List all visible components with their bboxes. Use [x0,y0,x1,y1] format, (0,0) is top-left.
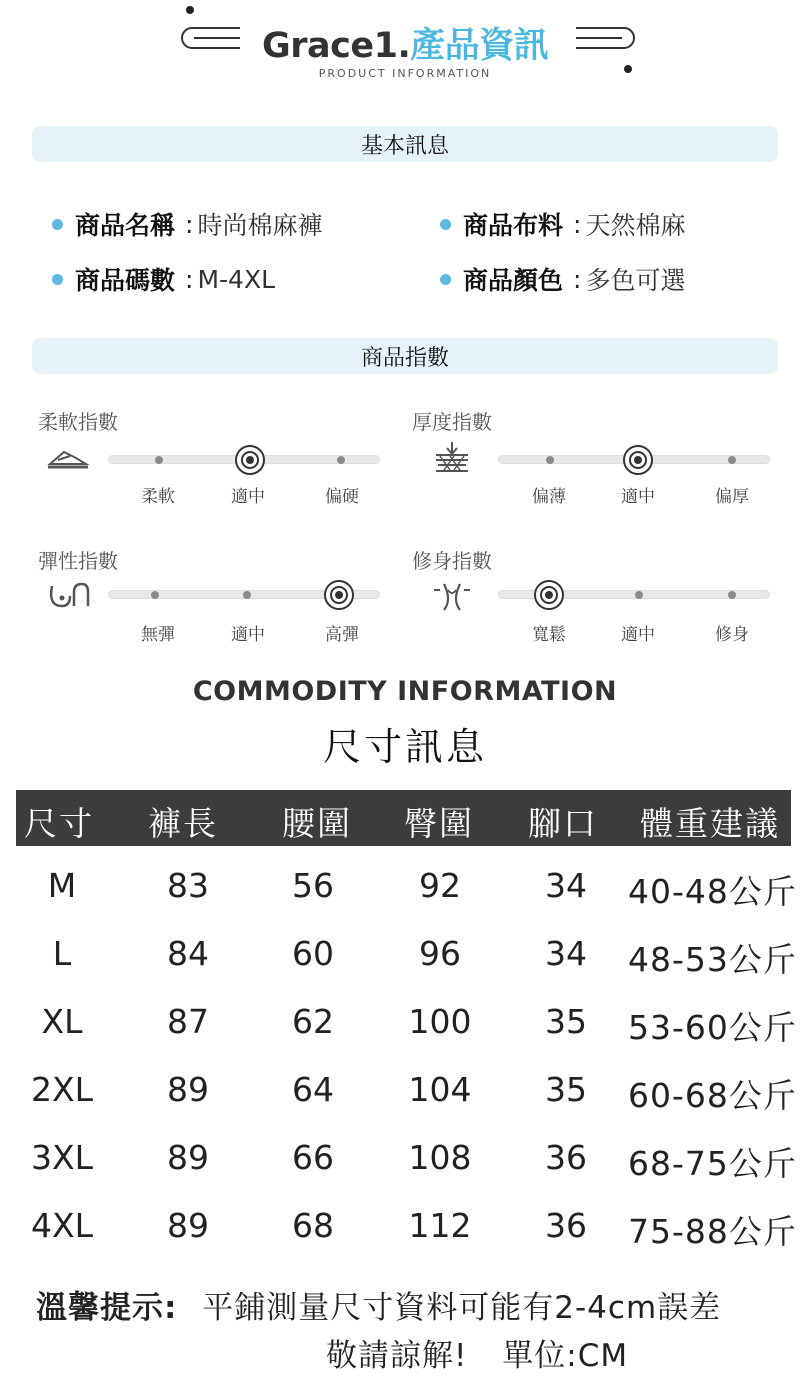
product-index-heading: 商品指數 [32,338,778,374]
table-cell: 84 [167,934,209,973]
table-cell-size: XL [41,1002,83,1041]
header-deco-right [572,26,636,50]
table-cell-size: 3XL [31,1138,93,1177]
page-title-en: Grace1. [262,26,411,66]
table-cell: 36 [545,1138,587,1177]
table-cell: 83 [167,866,209,905]
table-cell: 34 [545,866,587,905]
table-header-cell: 體重建議 [640,804,780,843]
table-cell: 35 [545,1002,587,1041]
table-cell: 35 [545,1070,587,1109]
table-cell: 112 [408,1206,472,1245]
scale-label: 修身 [715,625,749,645]
header-deco-dot [186,6,194,14]
elasticity-index-title: 彈性指數 [38,549,118,573]
track-dot [337,456,345,464]
table-cell: 34 [545,934,587,973]
bullet-dot [52,219,63,230]
table-cell: 89 [167,1206,209,1245]
softness-selected-marker [235,445,265,475]
scale-label: 偏薄 [532,487,566,507]
page-subtitle: PRODUCT INFORMATION [318,67,492,80]
basic-info-heading: 基本訊息 [32,126,778,162]
body-fit-icon [430,578,474,614]
info-item: 商品顏色 : 多色可選 [440,261,685,297]
track-dot [728,591,736,599]
table-cell-weight: 68-75公斤 [628,1144,797,1183]
notice-line-2 [326,1330,628,1375]
table-cell: 66 [292,1138,334,1177]
table-cell: 108 [408,1138,472,1177]
page-title [262,18,548,68]
scale-label: 偏硬 [325,487,359,507]
table-cell: 96 [419,934,461,973]
scale-label: 適中 [621,487,655,507]
softness-index-title: 柔軟指數 [38,410,118,434]
table-cell: 104 [408,1070,472,1109]
info-label: 商品布料 [463,211,564,240]
table-header-cell: 腰圍 [282,804,352,843]
track-dot [155,456,163,464]
page-title-zh: 產品資訊 [410,26,549,66]
track-dot [243,591,251,599]
table-cell-weight: 48-53公斤 [628,940,797,979]
notice-apology: 敬請諒解! [326,1338,468,1374]
table-cell-size: 4XL [31,1206,93,1245]
table-cell: 62 [292,1002,334,1041]
table-cell-size: 2XL [31,1070,93,1109]
scale-label: 偏厚 [715,487,749,507]
stretch-icon [46,578,90,614]
notice-text: 平鋪測量尺寸資料可能有2-4cm誤差 [202,1290,722,1326]
table-cell: 60 [292,934,334,973]
table-cell: 36 [545,1206,587,1245]
track-dot [728,456,736,464]
scale-label: 適中 [231,487,265,507]
table-cell: 87 [167,1002,209,1041]
info-item: 商品碼數 : M-4XL [52,261,275,297]
table-header-cell: 褲長 [148,804,218,843]
track-dot [151,591,159,599]
table-header-cell: 尺寸 [24,804,94,843]
table-header-cell: 腳口 [528,804,598,843]
scale-label: 適中 [621,625,655,645]
info-item: 商品布料 : 天然棉麻 [440,206,685,242]
table-cell-weight: 40-48公斤 [628,872,797,911]
info-value: 時尚棉麻褲 [197,211,323,240]
track-dot [546,456,554,464]
fit-index-title: 修身指數 [412,549,492,573]
thickness-selected-marker [623,445,653,475]
commodity-title-zh: 尺寸訊息 [322,725,487,769]
scale-label: 無彈 [141,625,175,645]
elasticity-selected-marker [324,580,354,610]
table-cell: 100 [408,1002,472,1041]
info-label: 商品顏色 [463,266,564,295]
commodity-title-en: COMMODITY INFORMATION [192,676,618,707]
bullet-dot [440,219,451,230]
table-cell-weight: 60-68公斤 [628,1076,797,1115]
table-cell-size: M [47,866,77,905]
info-item: 商品名稱 : 時尚棉麻褲 [52,206,322,242]
info-label: 商品碼數 [75,266,176,295]
notice-unit: 單位:CM [502,1338,629,1374]
table-cell-size: L [52,934,72,973]
table-cell: 64 [292,1070,334,1109]
slipper-icon [46,442,90,478]
table-cell-weight: 75-88公斤 [628,1212,797,1251]
table-cell: 89 [167,1070,209,1109]
scale-label: 適中 [231,625,265,645]
bullet-dot [440,274,451,285]
table-cell: 68 [292,1206,334,1245]
info-value: 天然棉麻 [585,211,686,240]
thickness-index-title: 厚度指數 [412,410,492,434]
track-dot [635,591,643,599]
scale-label: 高彈 [325,625,359,645]
fabric-thickness-icon [430,440,474,476]
scale-label: 柔軟 [141,487,175,507]
fit-selected-marker [534,580,564,610]
info-value: 多色可選 [585,266,686,295]
table-cell: 92 [419,866,461,905]
table-cell: 89 [167,1138,209,1177]
table-cell: 56 [292,866,334,905]
header-deco-left [180,26,244,50]
table-header-cell: 臀圍 [404,804,474,843]
info-label: 商品名稱 [75,211,176,240]
scale-label: 寬鬆 [532,625,566,645]
info-value: M-4XL [197,264,276,294]
table-cell-weight: 53-60公斤 [628,1008,797,1047]
notice-line-1 [36,1282,721,1327]
notice-label: 溫馨提示: [36,1290,178,1326]
bullet-dot [52,274,63,285]
